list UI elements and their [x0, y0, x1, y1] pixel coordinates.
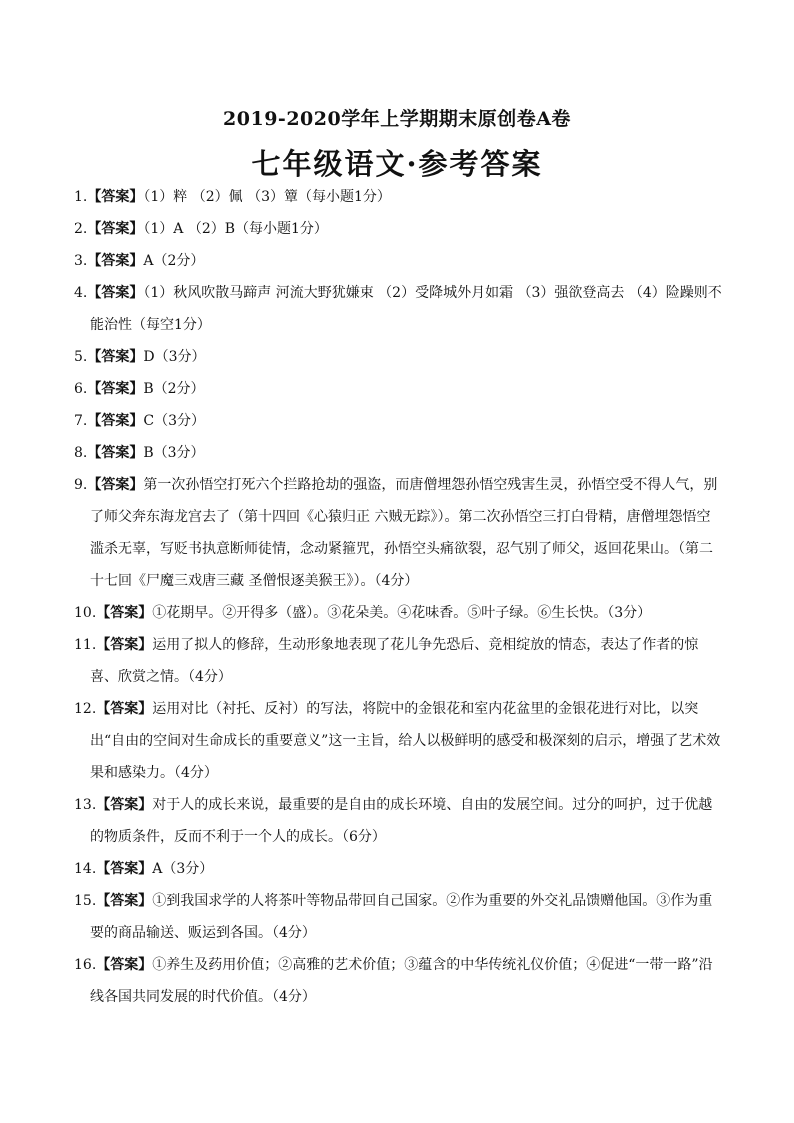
answer-item-14: [74, 853, 724, 885]
answer-tag: 【答案】: [96, 605, 153, 621]
answer-item-16: [74, 949, 724, 1013]
answer-text: A（2分）: [143, 253, 205, 269]
answer-text: 第一次孙悟空打死六个拦路抢劫的强盗，而唐僧埋怨孙悟空残害生灵，孙悟空受不得人气，别了师父奔东海龙宫去了（第十四回《心猿归正 六贼无踪》）。第二次孙悟空三打白骨精，唐僧埋怨悟空滥杀无辜，写贬书执意断师徒情，念动紧箍咒，孙悟空头痛欲裂，忍气别了师父，返回花果山。（第二十七回《尸魔三戏唐三藏 圣僧恨逐美猴王》）。（4分）: [90, 477, 718, 589]
item-number: 15.: [74, 893, 97, 909]
answer-item-12: [74, 693, 724, 789]
item-number: 14.: [74, 861, 97, 877]
answer-tag: 【答案】: [96, 957, 153, 973]
answer-text: ①养生及药用价值；②高雅的艺术价值；③蕴含的中华传统礼仪价值；④促进“一带一路”沿线各国共同发展的时代价值。（4分）: [90, 957, 713, 1005]
item-number: 2.: [74, 221, 88, 237]
answer-item-15: [74, 885, 724, 949]
exam-title: 2019-2020学年上学期期末原创卷A卷: [223, 108, 571, 130]
answer-tag: 【答案】: [87, 445, 144, 461]
item-number: 7.: [74, 413, 88, 429]
answer-tag: 【答案】: [87, 477, 144, 493]
item-number: 1.: [74, 189, 88, 205]
page-title: 七年级语文·参考答案: [251, 147, 543, 181]
answer-tag: 【答案】: [87, 253, 144, 269]
item-number: 13.: [74, 797, 97, 813]
answer-tag: 【答案】: [96, 893, 153, 909]
item-number: 6.: [74, 381, 88, 397]
answer-item-10: [74, 597, 724, 629]
answer-text: 运用了拟人的修辞，生动形象地表现了花儿争先恐后、竞相绽放的情态，表达了作者的惊喜、欣赏之情。（4分）: [90, 637, 699, 685]
item-number: 8.: [74, 445, 88, 461]
item-number: 11.: [74, 637, 97, 653]
answer-text: ①到我国求学的人将茶叶等物品带回自己国家。②作为重要的外交礼品馈赠他国。③作为重要的商品输送、贩运到各国。（4分）: [90, 893, 713, 941]
answer-item-6: [74, 373, 724, 405]
answer-tag: 【答案】: [87, 189, 144, 205]
item-number: 9.: [74, 477, 88, 493]
answer-text: 运用对比（衬托、反衬）的写法，将院中的金银花和室内花盆里的金银花进行对比，以突出“自由的空间对生命成长的重要意义”这一主旨，给人以极鲜明的感受和极深刻的启示，增强了艺术效果和感染力。（4分）: [90, 701, 721, 781]
answer-text: 对于人的成长来说，最重要的是自由的成长环境、自由的发展空间。过分的呵护，过于优越的物质条件，反而不利于一个人的成长。（6分）: [90, 797, 713, 845]
answer-item-8: [74, 437, 724, 469]
item-number: 16.: [74, 957, 97, 973]
answer-item-1: [74, 181, 724, 213]
answer-text: ①花期早。②开得多（盛）。③花朵美。④花味香。⑤叶子绿。⑥生长快。（3分）: [152, 605, 652, 621]
answer-item-7: [74, 405, 724, 437]
answer-item-5: [74, 341, 724, 373]
answer-tag: 【答案】: [96, 637, 153, 653]
item-number: 3.: [74, 253, 88, 269]
answer-text: B（2分）: [143, 381, 205, 397]
answer-tag: 【答案】: [87, 381, 144, 397]
answer-text: （1）秋风吹散马蹄声 河流大野犹嫌束 （2）受降城外月如霜 （3）强欲登高去 （4）险躁则不能治性（每空1分）: [90, 285, 722, 333]
answer-tag: 【答案】: [87, 349, 144, 365]
answer-item-4: [74, 277, 724, 341]
item-number: 12.: [74, 701, 97, 717]
answer-list: [74, 181, 724, 1013]
answer-tag: 【答案】: [96, 797, 153, 813]
answer-item-9: [74, 469, 724, 597]
item-number: 10.: [74, 605, 97, 621]
answer-tag: 【答案】: [87, 413, 144, 429]
answer-text: A（3分）: [152, 861, 214, 877]
answer-text: B（3分）: [143, 445, 205, 461]
answer-tag: 【答案】: [96, 861, 153, 877]
answer-item-2: [74, 213, 724, 245]
answer-tag: 【答案】: [96, 701, 153, 717]
answer-tag: 【答案】: [87, 285, 144, 301]
item-number: 5.: [74, 349, 88, 365]
answer-text: （1）A （2）B（每小题1分）: [143, 221, 328, 237]
answer-item-13: [74, 789, 724, 853]
answer-tag: 【答案】: [87, 221, 144, 237]
answer-item-3: [74, 245, 724, 277]
answer-item-11: [74, 629, 724, 693]
answer-text: C（3分）: [143, 413, 205, 429]
item-number: 4.: [74, 285, 88, 301]
answer-text: D（3分）: [143, 349, 206, 365]
answer-text: （1）粹 （2）佩 （3）簟（每小题1分）: [143, 189, 391, 205]
